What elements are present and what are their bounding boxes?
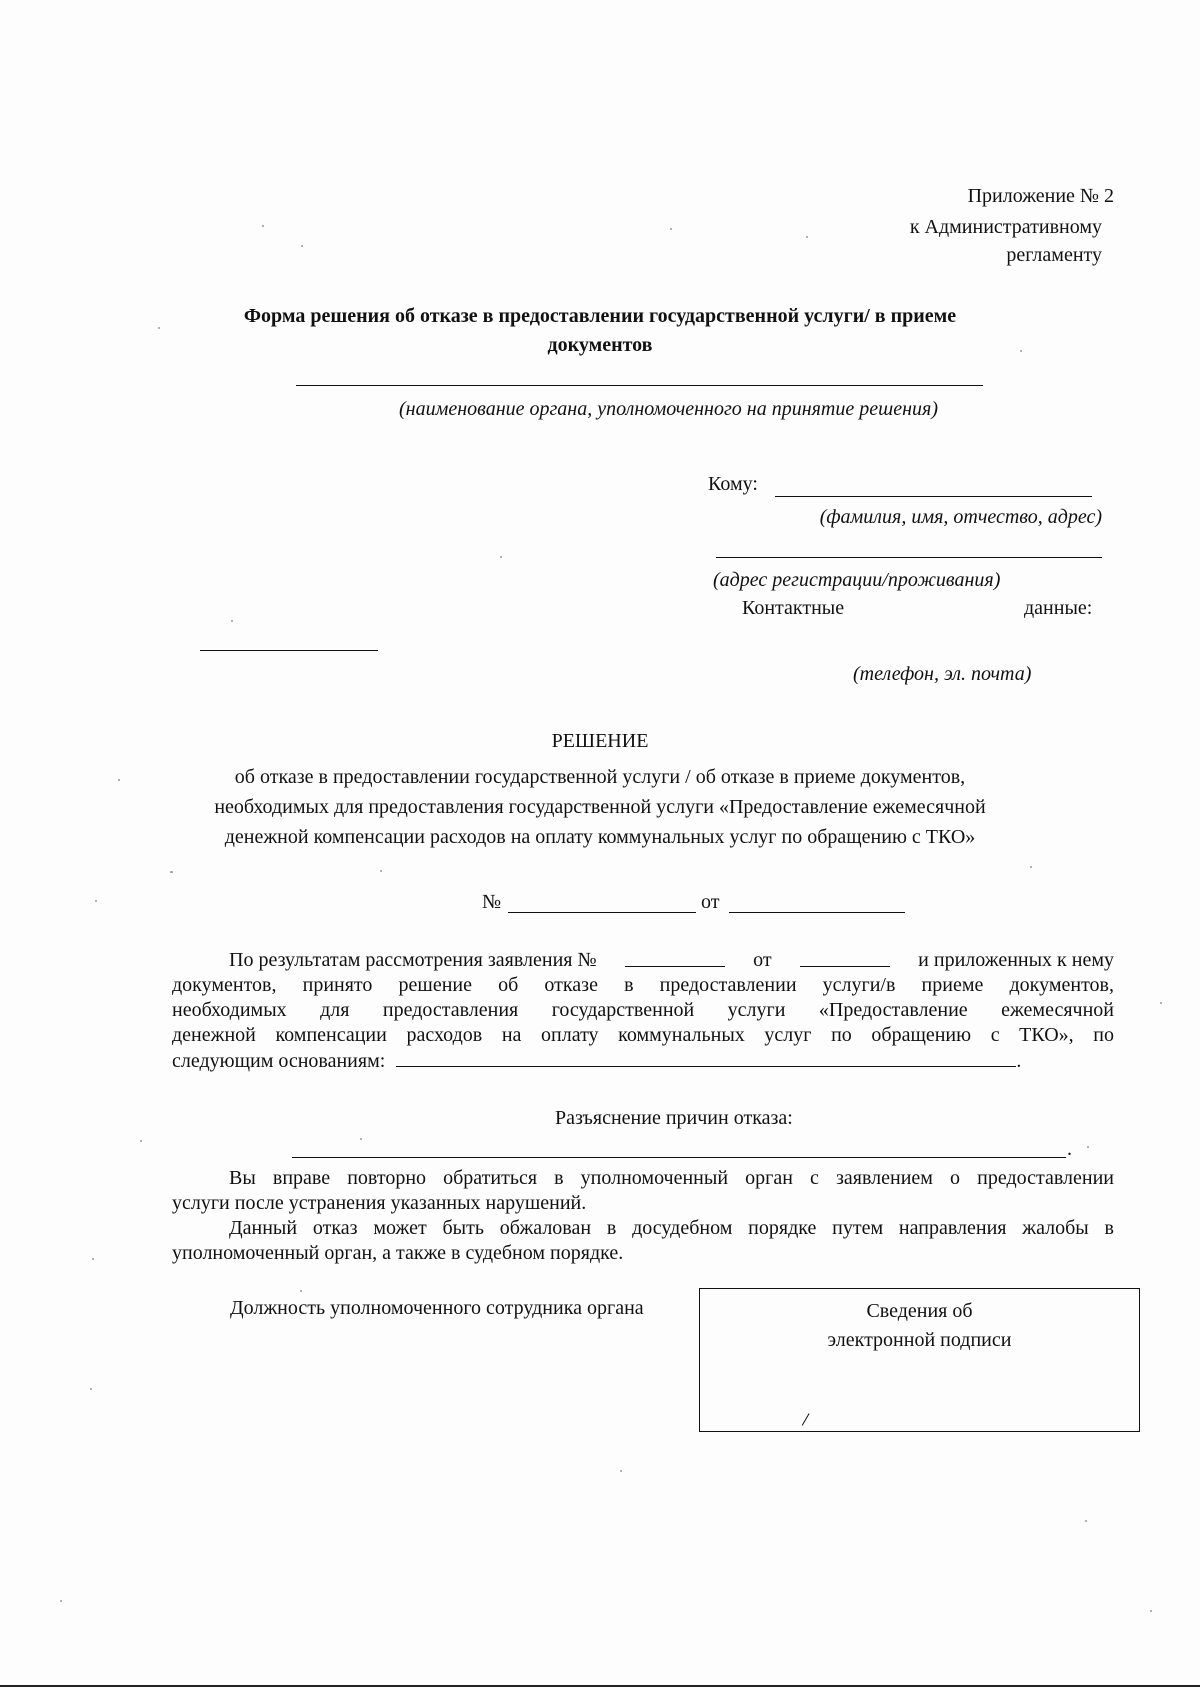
application-number-line: [625, 948, 725, 967]
form-title-line-2: документов: [547, 334, 653, 356]
annex-line-2: к Административному: [909, 216, 1102, 238]
decision-line-1: об отказе в предоставлении государственной услуги / об отказе в приеме документов,: [234, 766, 966, 788]
organ-name-line: [296, 385, 983, 386]
organ-caption: (наименование органа, уполномоченного на принятие решения): [399, 398, 938, 420]
paragraph-grounds-line-3: необходимых для предоставления государственной услуги «Предоставление ежемесячной: [172, 999, 1114, 1021]
appeal-line-1: Данный отказ может быть обжалован в досудебном порядке путем направления жалобы в: [229, 1217, 1114, 1239]
form-title-line-1: Форма решения об отказе в предоставлении государственной услуги/ в приеме: [243, 305, 957, 327]
rights-line-2: услуги после устранения указанных нарушений.: [172, 1192, 587, 1214]
decision-line-2: необходимых для предоставления государственной услуги «Предоставление ежемесячной: [214, 796, 986, 818]
official-position-label: Должность уполномоченного сотрудника органа: [230, 1297, 644, 1319]
decision-date-line: [729, 912, 905, 913]
application-number-text: По результатам рассмотрения заявления №: [229, 949, 597, 971]
e-signature-box: [699, 1288, 1140, 1432]
e-signature-line-2: электронной подписи: [827, 1329, 1012, 1351]
paragraph-grounds: [172, 948, 1114, 1074]
annex-line-1: Приложение № 2: [967, 185, 1114, 207]
to-label: Кому:: [708, 473, 758, 495]
application-date-text: от: [753, 949, 772, 971]
attached-text: и приложенных к нему: [918, 949, 1114, 971]
scan-bottom-edge: [0, 1685, 1200, 1687]
grounds-label: следующим основаниям:: [172, 1050, 386, 1072]
grounds-end: .: [1016, 1050, 1022, 1072]
address-line: [716, 557, 1102, 558]
e-signature-mark: [802, 1413, 812, 1427]
appeal-line-2: уполномоченный орган, а также в судебном порядке.: [172, 1242, 624, 1264]
annex-line-3: регламенту: [1006, 244, 1102, 266]
e-signature-line-1: Сведения об: [866, 1300, 973, 1322]
contacts-line: [200, 650, 378, 651]
paragraph-grounds-line-2: документов, принято решение об отказе в предоставлении услуги/в приеме документов,: [172, 974, 1114, 996]
contacts-word-1: Контактные: [742, 597, 845, 619]
paragraph-grounds-line-1: [172, 948, 1114, 973]
explanation-end: .: [1067, 1138, 1072, 1160]
explanation-line: [292, 1157, 1066, 1158]
grounds-line: [396, 1048, 1016, 1067]
decision-heading: РЕШЕНИЕ: [551, 730, 649, 752]
decision-number-label: №: [482, 891, 502, 913]
phone-caption: (телефон, эл. почта): [853, 663, 1032, 685]
paragraph-rights: [172, 1166, 1114, 1266]
decision-date-label: от: [701, 891, 720, 913]
to-line: [775, 496, 1092, 497]
explanation-label: Разъяснение причин отказа:: [555, 1107, 793, 1129]
rights-line-1: Вы вправе повторно обратиться в уполномоченный орган с заявлением о предоставлении: [229, 1167, 1114, 1189]
application-date-line: [800, 948, 890, 967]
paragraph-grounds-line-5: [172, 1048, 1114, 1074]
fio-caption: (фамилия, имя, отчество, адрес): [819, 506, 1102, 528]
address-caption: (адрес регистрации/проживания): [713, 569, 1001, 591]
decision-number-line: [508, 912, 696, 913]
decision-line-3: денежной компенсации расходов на оплату коммунальных услуг по обращению с ТКО»: [224, 826, 976, 848]
contacts-word-2: данные:: [1024, 597, 1093, 619]
paragraph-grounds-line-4: денежной компенсации расходов на оплату коммунальных услуг по обращению с ТКО», по: [172, 1024, 1114, 1046]
